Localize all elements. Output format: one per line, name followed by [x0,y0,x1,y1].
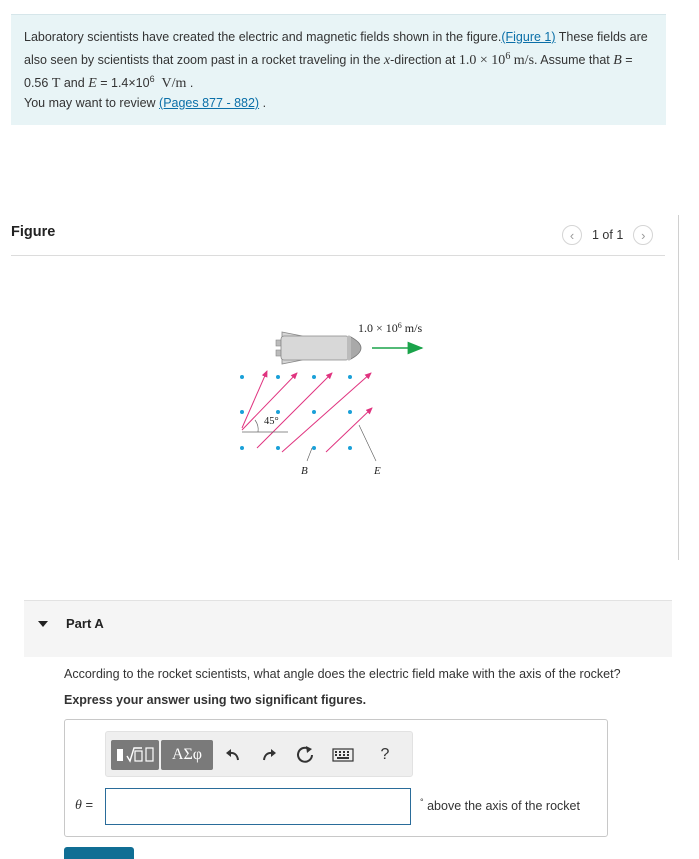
e-exponent: 6 [149,74,155,85]
submit-button[interactable] [64,847,134,859]
answer-box [64,719,608,837]
part-a-label: Part A [66,616,104,631]
x-variable: x [383,53,391,69]
answer-input[interactable] [105,788,411,825]
b-unit: T [51,76,61,92]
problem-intro [11,14,666,125]
e-variable: E [88,76,97,92]
keyboard-icon[interactable] [330,742,356,768]
angle-label: 45° [264,416,279,427]
e-leader-line [359,425,376,461]
figure-navigation [562,224,653,246]
rocket-field-diagram [230,318,450,488]
intro-text-2: These fields are also seen by scientists that zoom past in a rocket traveling in the [24,30,648,68]
part-a-header[interactable] [24,600,672,657]
caret-down-icon[interactable] [38,621,48,627]
panel-divider [678,215,679,560]
angle-arc [255,420,258,432]
review-pages-link[interactable]: (Pages 877 - 882) [159,96,260,110]
speed-unit: m/s [513,53,535,69]
b-field-dots [240,375,352,450]
figure-divider [11,255,665,256]
figure-counter: 1 of 1 [592,228,624,242]
template-button[interactable] [111,740,159,770]
review-suffix: . [259,96,267,110]
greek-symbols-button[interactable]: ΑΣφ [161,740,213,770]
e-label: E [374,465,381,477]
b-leader-line [307,448,312,461]
intro-text-3: -direction at [390,53,459,68]
redo-icon[interactable] [256,742,282,768]
b-variable: B [613,53,622,69]
e-unit: V/m [161,76,187,92]
math-toolbar [105,731,413,777]
part-a-question: According to the rocket scientists, what angle does the electric field make with the axis of the rocket? [64,667,621,681]
equals-sign: = [81,797,94,812]
review-prefix: You may want to review [24,96,160,110]
help-button[interactable]: ? [380,746,390,763]
e-value: = 1.4×10 [96,76,150,91]
theta-symbol: θ [75,798,82,813]
part-a-instruction: Express your answer using two significant figures. [64,693,367,707]
diagram-svg [230,318,450,488]
answer-unit [420,797,580,813]
unit-text: above the axis of the rocket [423,799,580,814]
intro-text-1: Laboratory scientists have created the electric and magnetic fields shown in the figure. [24,30,502,44]
rocket-icon [276,332,361,364]
reset-icon[interactable] [292,742,318,768]
velocity-label: $1.0 \times 10^6$ m/s [358,321,423,335]
chevron-left-icon[interactable]: ‹ [562,225,582,245]
degree-symbol: ° [420,797,424,807]
answer-variable-label [75,797,93,814]
problem-statement [24,28,654,93]
b-label: B [301,465,308,477]
b-value: = 0.56 [24,53,633,91]
intro-and: and [60,76,89,91]
intro-text-4: . Assume that [534,53,614,68]
e-field-lines [242,371,372,452]
undo-icon[interactable] [220,742,246,768]
fraction-root-icon [114,744,156,766]
review-line [24,96,266,110]
speed-value: 1.0 × 10 [458,53,506,69]
figure-1-link[interactable]: (Figure 1) [501,30,556,44]
chevron-right-icon[interactable]: › [633,225,653,245]
speed-exponent: 6 [505,51,511,62]
intro-period: . [186,76,194,91]
figure-title: Figure [11,224,56,240]
